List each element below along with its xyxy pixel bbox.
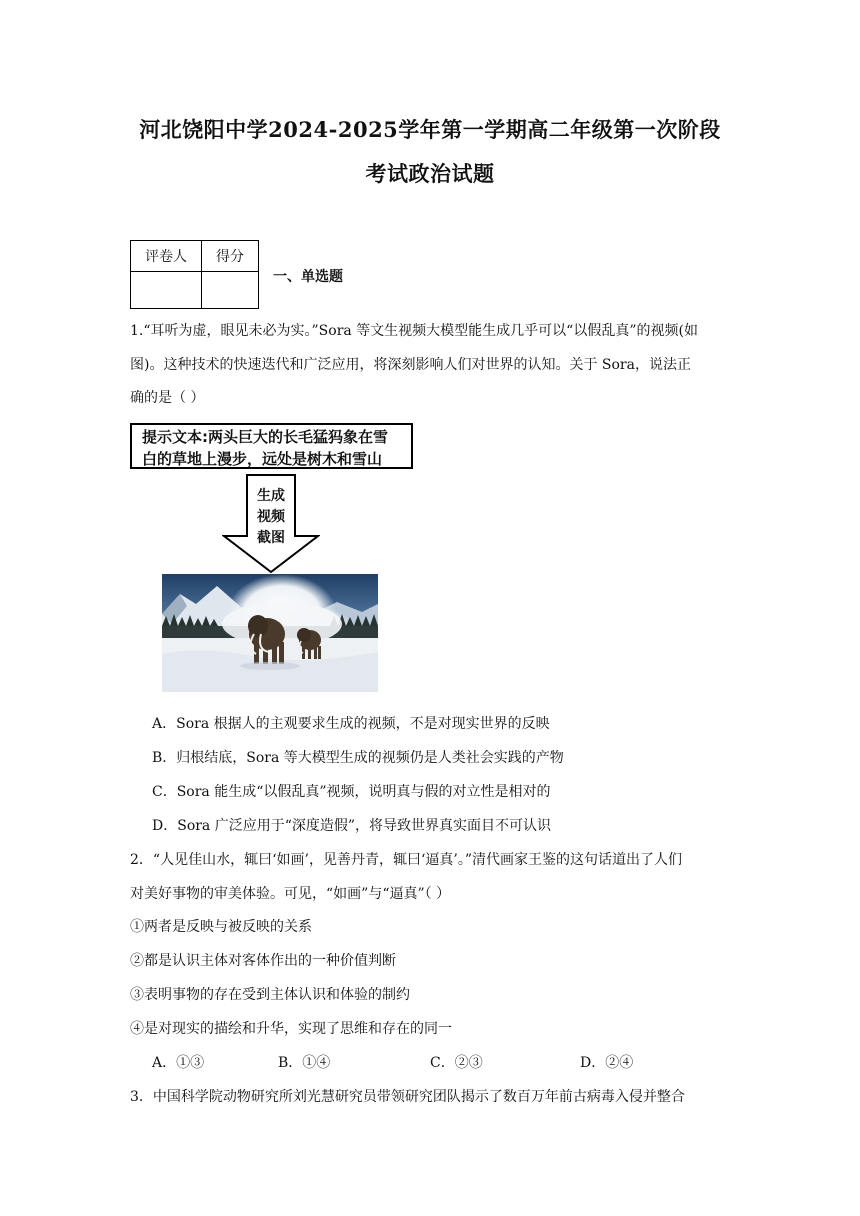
- q1-stem-line3: 确的是（ ）: [130, 390, 205, 406]
- score-header: 得分: [202, 241, 259, 272]
- down-arrow: [222, 474, 320, 574]
- q1-stem-line2: 图)。这种技术的快速迭代和广泛应用，将深刻影响人们对世界的认知。关于 Sora，说法正: [130, 357, 691, 373]
- q1-option-b[interactable]: B．归根结底，Sora 等大模型生成的视频仍是人类社会实践的产物: [152, 750, 564, 766]
- q2-item-4: ④是对现实的描绘和升华，实现了思维和存在的同一: [130, 1021, 452, 1037]
- prompt-line2: 白的草地上漫步，远处是树木和雪山: [142, 450, 383, 468]
- q2-item-2: ②都是认识主体对客体作出的一种价值判断: [130, 953, 396, 969]
- q1-stem-line1: 1.“耳听为虚，眼见未必为实。”Sora 等文生视频大模型能生成几乎可以“以假乱真”的视频(如: [130, 323, 698, 339]
- q2-item-3: ③表明事物的存在受到主体认识和体验的制约: [130, 987, 410, 1003]
- arrow-label-line2: 视频: [257, 509, 285, 525]
- grader-header: 评卷人: [131, 241, 202, 272]
- grader-table: [130, 240, 259, 309]
- q1-option-c[interactable]: C．Sora 能生成“以假乱真”视频，说明真与假的对立性是相对的: [152, 784, 551, 800]
- grader-cell[interactable]: [131, 272, 202, 309]
- prompt-text-box: [130, 423, 413, 469]
- exam-title-line1: 河北饶阳中学2024-2025学年第一学期高二年级第一次阶段: [139, 117, 721, 142]
- arrow-label-line3: 截图: [257, 530, 285, 546]
- section-heading: 一、单选题: [273, 269, 343, 285]
- q2-option-a[interactable]: A．①③: [152, 1055, 205, 1071]
- q2-stem-line2: 对美好事物的审美体验。可见，“如画”与“逼真”（ ）: [130, 886, 451, 902]
- q2-option-b[interactable]: B．①④: [278, 1055, 331, 1071]
- score-cell[interactable]: [202, 272, 259, 309]
- q2-stem-line1: 2．“人见佳山水，辄曰‘如画’，见善丹青，辄曰‘逼真’。”清代画家王鉴的这句话道出了人们: [130, 852, 683, 868]
- q1-option-d[interactable]: D．Sora 广泛应用于“深度造假”，将导致世界真实面目不可认识: [152, 818, 552, 834]
- q3-stem-line1: 3．中国科学院动物研究所刘光慧研究员带领研究团队揭示了数百万年前古病毒入侵并整合: [130, 1089, 685, 1105]
- arrow-label-line1: 生成: [257, 488, 285, 504]
- q2-option-d[interactable]: D．②④: [580, 1055, 634, 1071]
- q2-item-1: ①两者是反映与被反映的关系: [130, 919, 312, 935]
- q1-option-a[interactable]: A．Sora 根据人的主观要求生成的视频，不是对现实世界的反映: [152, 716, 550, 732]
- prompt-line1: 提示文本:两头巨大的长毛猛犸象在雪: [142, 428, 389, 446]
- q2-option-c[interactable]: C．②③: [430, 1055, 483, 1071]
- exam-title-line2: 考试政治试题: [365, 161, 495, 186]
- video-screenshot-image: [162, 574, 378, 692]
- arrow-label: [222, 486, 320, 549]
